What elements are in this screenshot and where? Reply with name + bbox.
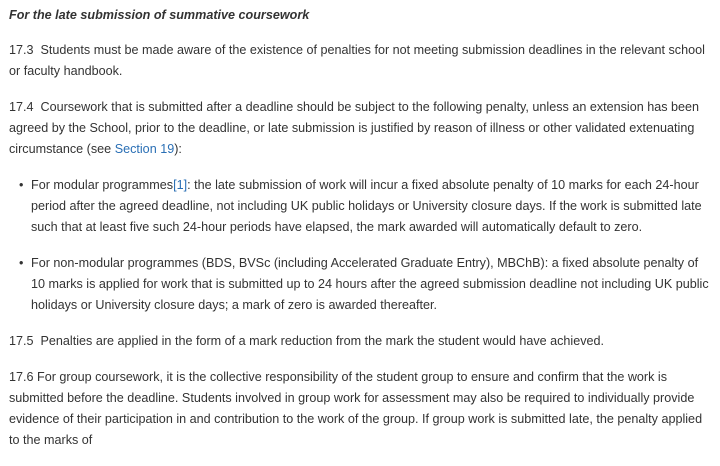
list-item-lead: For modular programmes — [31, 178, 174, 192]
paragraph-17-6 — [9, 367, 709, 451]
section-19-link[interactable]: Section 19 — [114, 142, 175, 156]
paragraph-17-3 — [9, 40, 709, 82]
paragraph-text: Students must be made aware of the existence of penalties for not meeting submission deadlines in the relevant school or faculty handbook. — [9, 43, 705, 78]
paragraph-17-5 — [9, 331, 709, 352]
list-item-text: For non-modular programmes (BDS, BVSc (including Accelerated Graduate Entry), MBChB): a fixed absolute penalty of 10 marks is applied for work that is submitted up to 24 hours after the agreed submission deadline not including UK public holidays or University closure days; a mark of zero is awarded thereafter. — [31, 256, 709, 312]
footnote-1-link[interactable]: [1] — [173, 178, 188, 192]
paragraph-text: For group coursework, it is the collective responsibility of the student group to ensure and confirm that the work is submitted before the deadline. Students involved in group work for assessment may also be required to individually provide evidence of their participation in and contribution to the work of the group. If group work is submitted late, the penalty applied to the marks of — [9, 370, 703, 447]
bullet-icon: • — [19, 178, 24, 192]
paragraph-text: Penalties are applied in the form of a mark reduction from the mark the student would have achieved. — [40, 334, 605, 348]
list-item-text: : the late submission of work will incur a fixed absolute penalty of 10 marks for each 24-hour period after the agreed deadline, not including UK public holidays or University closure days. If the work is submitted late such that at least five such 24-hour periods have elapsed, the mark awarded will automatically default to zero. — [31, 178, 702, 234]
paragraph-text: Coursework that is submitted after a deadline should be subject to the following penalty, unless an extension has been agreed by the School, prior to the deadline, or late submission is justified by reason of illness or other validated extenuating circumstance (see — [9, 100, 700, 156]
bullet-icon: • — [19, 256, 24, 270]
paragraph-text-end: ): — [174, 142, 182, 156]
document-body — [9, 5, 709, 466]
section-number: 17.3 — [9, 43, 34, 57]
section-heading: For the late submission of summative coursework — [9, 8, 310, 22]
section-number: 17.4 — [9, 100, 34, 114]
list-item-non-modular — [19, 253, 709, 316]
paragraph-17-4 — [9, 97, 709, 160]
section-number: 17.5 — [9, 334, 34, 348]
section-number: 17.6 — [9, 370, 34, 384]
list-item-modular — [19, 175, 709, 238]
penalty-list — [9, 175, 709, 316]
